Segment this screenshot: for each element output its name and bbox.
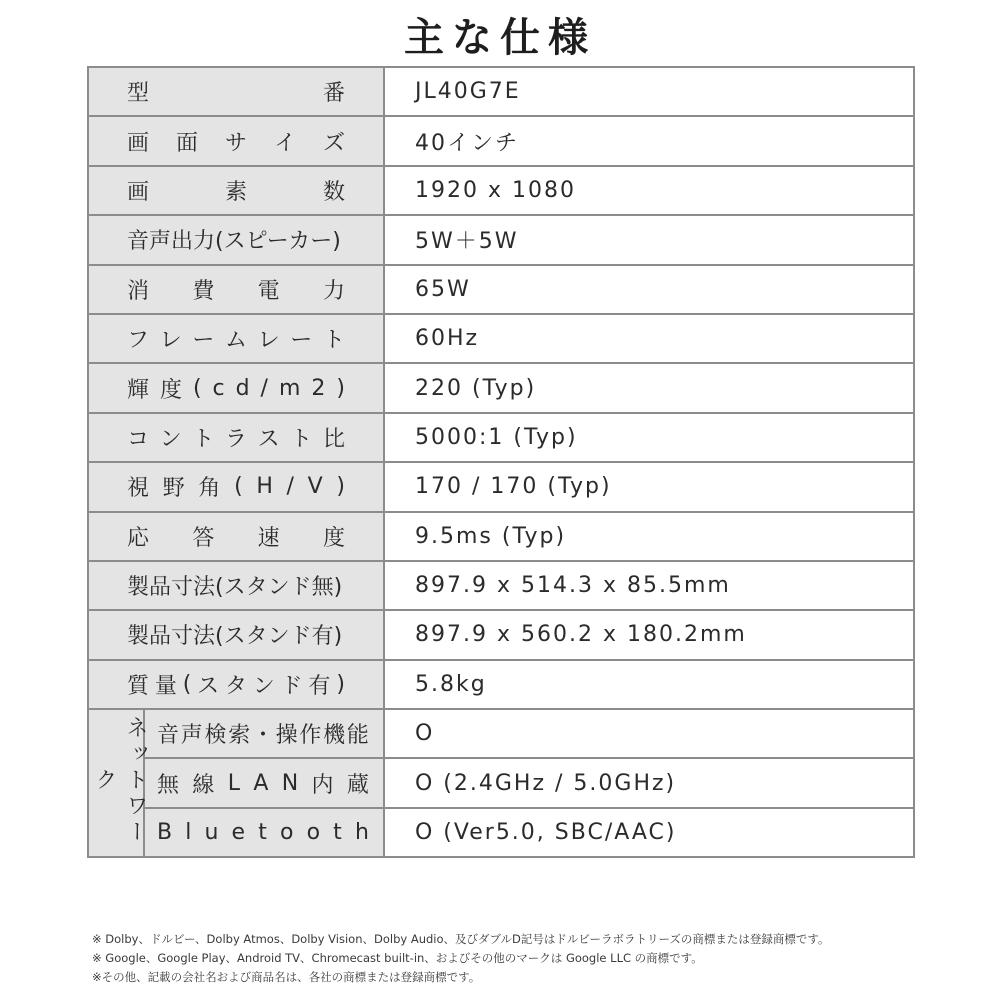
spec-label-char: ( [234, 474, 243, 500]
spec-label-text: 音声出力(スピーカー) [127, 229, 341, 255]
network-value: O (2.4GHz / 5.0GHz) [384, 758, 914, 807]
spec-label-char: ( [192, 375, 202, 401]
spec-label-char: 機 [323, 723, 346, 749]
spec-label-char: ー [290, 328, 313, 354]
spec-label [89, 521, 383, 552]
spec-label-char: 番 [322, 81, 345, 107]
footnotes [92, 930, 972, 987]
spec-label-char: 比 [322, 426, 345, 452]
spec-label-char: 輝 [127, 377, 150, 403]
spec-value: 9.5ms (Typ) [384, 512, 914, 561]
spec-label-char: ) [336, 474, 345, 500]
spec-label-cell [88, 610, 384, 659]
spec-value: 5W＋5W [384, 215, 914, 264]
spec-label-char: タ [224, 673, 247, 699]
spec-label-char: 消 [127, 278, 150, 304]
spec-label-char: サ [224, 130, 247, 156]
spec-label-char: u [204, 820, 219, 846]
spec-label [89, 323, 383, 354]
spec-label-char: 有 [308, 673, 331, 699]
spec-label [145, 820, 383, 845]
spec-label-char: 蔵 [346, 772, 369, 798]
spec-label-char: 索 [228, 723, 251, 749]
spec-label-char: 音 [157, 723, 180, 749]
spec-label-char: ) [336, 375, 345, 401]
spec-label-char: 角 [198, 476, 221, 502]
spec-label-char: h [354, 820, 369, 846]
spec-label-char: コ [127, 426, 150, 452]
spec-label-char: B [157, 820, 173, 846]
spec-label-char: 視 [127, 476, 150, 502]
spec-value: 5000:1 (Typ) [384, 413, 914, 462]
spec-label-char: 電 [257, 278, 280, 304]
spec-label-char: 度 [322, 525, 345, 551]
spec-label [89, 669, 383, 700]
spec-row [88, 265, 914, 314]
spec-label-char: ( [182, 671, 192, 697]
spec-label-char: ) [336, 671, 345, 697]
spec-label-char: 速 [257, 525, 280, 551]
spec-label [89, 76, 383, 107]
spec-label-char: / [286, 474, 294, 500]
spec-label-char: 質 [127, 673, 150, 699]
spec-label-char: 度 [159, 377, 182, 403]
spec-label-cell [88, 660, 384, 709]
spec-label-char: 量 [154, 673, 177, 699]
network-label-cell [144, 808, 384, 857]
spec-label-cell [88, 512, 384, 561]
footnote: ※ Dolby、ドルビー、Dolby Atmos、Dolby Vision、Dolby Audio、及びダブルD記号はドルビーラボラトリーズの商標または登録商標です。 [92, 932, 830, 946]
spec-label-char: 型 [127, 81, 150, 107]
spec-label-text: 製品寸法(スタンド無) [127, 575, 343, 601]
spec-label-char: 2 [311, 375, 326, 401]
spec-row [88, 215, 914, 264]
spec-label-char: l [185, 820, 192, 846]
spec-label-char: 作 [299, 723, 322, 749]
spec-label-char: ス [257, 426, 280, 452]
spec-value: JL40G7E [384, 67, 914, 116]
network-group-label-cell [88, 709, 148, 857]
spec-row [88, 561, 914, 610]
spec-label-char: 内 [311, 772, 334, 798]
spec-label-char: ム [224, 328, 247, 354]
spec-label-char: ト [192, 426, 215, 452]
spec-table [87, 66, 915, 858]
spec-row [88, 413, 914, 462]
network-group-label: ネットワーク [92, 716, 148, 847]
spec-row [88, 116, 914, 165]
spec-label-char: 線 [192, 772, 215, 798]
spec-value: 65W [384, 265, 914, 314]
spec-value: 170 / 170 (Typ) [384, 462, 914, 511]
footnote: ※その他、記載の会社名および商品名は、各社の商標または登録商標です。 [92, 970, 481, 984]
spec-label-cell [88, 215, 384, 264]
spec-row [88, 610, 914, 659]
spec-label-char: e [231, 820, 246, 846]
spec-row [88, 67, 914, 116]
spec-label-char: d [235, 375, 250, 401]
spec-label-cell [88, 166, 384, 215]
spec-label-char: / [260, 375, 268, 401]
spec-label-char: 素 [224, 179, 247, 205]
spec-label-char: N [281, 770, 299, 796]
spec-label-char: レ [257, 328, 280, 354]
network-row [88, 709, 914, 758]
spec-label-char: 答 [192, 525, 215, 551]
spec-label [89, 619, 383, 650]
spec-label-char: t [333, 820, 342, 846]
spec-label-cell [88, 561, 384, 610]
spec-label-char: ト [290, 426, 313, 452]
network-value: O (Ver5.0, SBC/AAC) [384, 808, 914, 857]
spec-label-char: ン [252, 673, 275, 699]
page-title: 主な仕様 [404, 14, 596, 61]
network-label-cell [144, 758, 384, 807]
spec-label [89, 126, 383, 157]
spec-label-char: 数 [322, 179, 345, 205]
spec-label-char: ズ [322, 130, 345, 156]
spec-label-char: ー [192, 328, 215, 354]
spec-label-char: レ [159, 328, 182, 354]
spec-value: 897.9 x 514.3 x 85.5mm [384, 561, 914, 610]
spec-value: 1920 x 1080 [384, 166, 914, 215]
spec-label [89, 471, 383, 502]
spec-label-cell [88, 67, 384, 116]
spec-label [89, 175, 383, 206]
spec-label-char: o [279, 820, 294, 846]
spec-row [88, 314, 914, 363]
spec-label-char: 費 [192, 278, 215, 304]
spec-label [89, 224, 383, 255]
spec-label-char: 力 [322, 278, 345, 304]
spec-label [89, 274, 383, 305]
spec-row [88, 363, 914, 412]
spec-label-char: ス [197, 673, 220, 699]
network-value: O [384, 709, 914, 758]
spec-label [89, 373, 383, 404]
spec-label-char: t [258, 820, 267, 846]
spec-label-char: 画 [127, 130, 150, 156]
spec-label-char: ト [322, 328, 345, 354]
spec-label-char: ・ [251, 723, 274, 749]
spec-value: 5.8kg [384, 660, 914, 709]
spec-label-char: ラ [224, 426, 247, 452]
spec-label-char: イ [273, 130, 296, 156]
spec-value: 897.9 x 560.2 x 180.2mm [384, 610, 914, 659]
spec-label-char: m [278, 375, 301, 401]
spec-label-char: c [212, 375, 225, 401]
spec-value: 220 (Typ) [384, 363, 914, 412]
spec-label-char: A [253, 770, 269, 796]
spec-label-text: 製品寸法(スタンド有) [127, 624, 343, 650]
spec-label-cell [88, 265, 384, 314]
spec-label-char: 検 [204, 723, 227, 749]
spec-label [89, 570, 383, 601]
spec-label-char: フ [127, 328, 150, 354]
spec-label-char: 能 [346, 723, 369, 749]
spec-label-cell [88, 462, 384, 511]
spec-row [88, 660, 914, 709]
spec-label-char: ド [280, 673, 303, 699]
network-label-cell [144, 709, 384, 758]
spec-label-char: L [227, 770, 240, 796]
spec-row [88, 166, 914, 215]
footnote: ※ Google、Google Play、Android TV、Chromecast built-in、およびその他のマークは Google LLC の商標です。 [92, 951, 703, 965]
spec-value: 40インチ [384, 116, 914, 165]
spec-label-char: 無 [157, 772, 180, 798]
spec-label-char: V [307, 474, 323, 500]
spec-label-char: H [256, 474, 273, 500]
spec-label [145, 768, 383, 799]
spec-label-cell [88, 363, 384, 412]
network-row [88, 808, 914, 857]
spec-label-char: 面 [175, 130, 198, 156]
spec-label-char: ン [159, 426, 182, 452]
spec-label-char: 野 [162, 476, 185, 502]
network-row [88, 758, 914, 807]
spec-row [88, 512, 914, 561]
spec-label [145, 718, 383, 749]
spec-label-char: 画 [127, 179, 150, 205]
spec-label-cell [88, 116, 384, 165]
spec-label [89, 422, 383, 453]
spec-label-cell [88, 413, 384, 462]
spec-label-char: o [306, 820, 321, 846]
spec-row [88, 462, 914, 511]
spec-label-char: 操 [275, 723, 298, 749]
spec-label-cell [88, 314, 384, 363]
spec-label-char: 応 [127, 525, 150, 551]
spec-label-char: 声 [180, 723, 203, 749]
spec-value: 60Hz [384, 314, 914, 363]
